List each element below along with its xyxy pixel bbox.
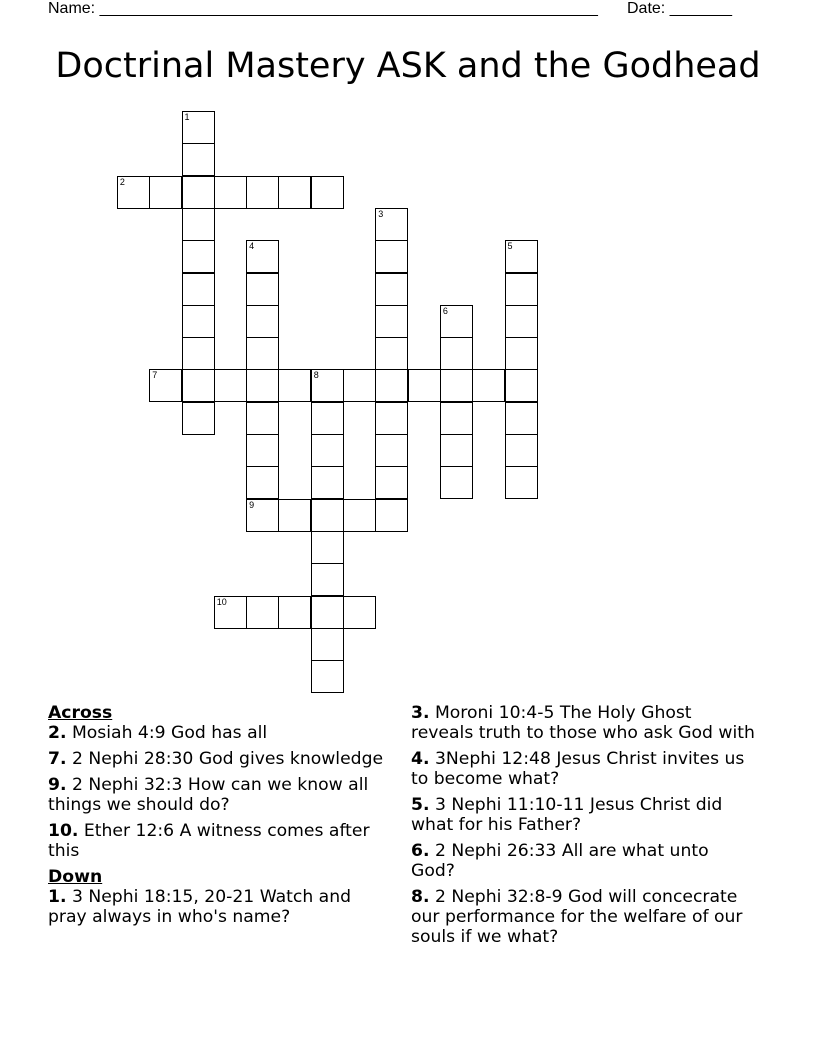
crossword-cell[interactable] xyxy=(246,240,279,273)
crossword-cell[interactable] xyxy=(375,240,408,273)
crossword-cell[interactable] xyxy=(182,143,215,176)
across-heading: Across xyxy=(48,703,113,723)
crossword-cell[interactable] xyxy=(311,466,344,499)
clue-item-number: 6. xyxy=(411,841,430,861)
crossword-cell[interactable] xyxy=(182,208,215,241)
clue-item-text: Mosiah 4:9 God has all xyxy=(66,723,268,743)
crossword-cell[interactable] xyxy=(311,628,344,661)
clue-item xyxy=(411,795,756,835)
clue-item xyxy=(48,749,393,769)
crossword-cell[interactable] xyxy=(375,208,408,241)
clue-item xyxy=(48,775,393,815)
crossword-cell[interactable] xyxy=(278,596,311,629)
crossword-cell[interactable] xyxy=(311,402,344,435)
crossword-cell[interactable] xyxy=(246,402,279,435)
crossword-cell[interactable] xyxy=(375,434,408,467)
crossword-cell[interactable] xyxy=(182,337,215,370)
crossword-cell[interactable] xyxy=(505,337,538,370)
clue-item-number: 10. xyxy=(48,821,79,841)
down-clue-list-continued xyxy=(411,703,756,947)
crossword-cell[interactable] xyxy=(117,176,150,209)
crossword-cell[interactable] xyxy=(440,305,473,338)
down-heading: Down xyxy=(48,867,103,887)
clue-item-text: Ether 12:6 A witness comes after this xyxy=(48,821,370,861)
down-clue-list xyxy=(48,887,393,927)
crossword-cell[interactable] xyxy=(343,596,376,629)
crossword-cell[interactable] xyxy=(375,499,408,532)
crossword-cell[interactable] xyxy=(182,176,215,209)
clue-item xyxy=(411,703,756,743)
clue-item xyxy=(411,887,756,947)
crossword-cell[interactable] xyxy=(505,369,538,402)
crossword-cell[interactable] xyxy=(149,176,182,209)
clue-item-number: 7. xyxy=(48,749,67,769)
crossword-cell[interactable] xyxy=(375,273,408,306)
clue-item xyxy=(411,749,756,789)
clue-item-number: 8. xyxy=(411,887,430,907)
clues-right-column xyxy=(411,703,756,953)
clue-item-number: 1. xyxy=(48,887,67,907)
clue-item-number: 5. xyxy=(411,795,430,815)
crossword-cell[interactable] xyxy=(182,273,215,306)
crossword-cell[interactable] xyxy=(343,369,376,402)
crossword-cell[interactable] xyxy=(182,402,215,435)
clue-number: 7 xyxy=(152,370,158,381)
crossword-cell[interactable] xyxy=(278,499,311,532)
crossword-cell[interactable] xyxy=(408,369,441,402)
clue-item xyxy=(48,887,393,927)
clue-item-text: 2 Nephi 26:33 All are what unto God? xyxy=(411,841,709,881)
clue-item-text: 3 Nephi 11:10-11 Jesus Christ did what for his Father? xyxy=(411,795,723,835)
page-title: Doctrinal Mastery ASK and the Godhead xyxy=(55,46,761,86)
crossword-cell[interactable] xyxy=(375,369,408,402)
clue-number: 5 xyxy=(507,241,513,252)
clue-item-number: 9. xyxy=(48,775,67,795)
clue-number: 6 xyxy=(442,305,448,316)
clues-left-column xyxy=(48,703,393,933)
clue-number: 2 xyxy=(119,176,125,187)
crossword-cell[interactable] xyxy=(246,499,279,532)
crossword-cell[interactable] xyxy=(311,369,344,402)
crossword-cell[interactable] xyxy=(214,596,247,629)
crossword-cell[interactable] xyxy=(311,499,344,532)
crossword-cell[interactable] xyxy=(505,240,538,273)
crossword-cell[interactable] xyxy=(505,273,538,306)
crossword-cell[interactable] xyxy=(505,402,538,435)
clue-item-number: 3. xyxy=(411,703,430,723)
clue-item-text: 2 Nephi 32:3 How can we know all things we should do? xyxy=(48,775,369,815)
crossword-cell[interactable] xyxy=(311,531,344,564)
clue-item xyxy=(411,841,756,881)
crossword-cell[interactable] xyxy=(214,369,247,402)
crossword-cell[interactable] xyxy=(246,176,279,209)
crossword-cell[interactable] xyxy=(375,305,408,338)
crossword-cell[interactable] xyxy=(246,337,279,370)
name-field: Name: ________________________________________________________ xyxy=(48,0,598,17)
crossword-cell[interactable] xyxy=(246,434,279,467)
date-field: Date: _______ xyxy=(627,0,732,17)
clue-item xyxy=(48,821,393,861)
clue-item-text: 2 Nephi 28:30 God gives knowledge xyxy=(66,749,384,769)
crossword-cell[interactable] xyxy=(246,305,279,338)
clue-number: 1 xyxy=(184,112,190,122)
crossword-cell[interactable] xyxy=(505,466,538,499)
crossword-cell[interactable] xyxy=(505,434,538,467)
crossword-cell[interactable] xyxy=(311,563,344,596)
crossword-cell[interactable] xyxy=(311,660,344,693)
clue-number: 8 xyxy=(313,370,319,381)
clue-number: 10 xyxy=(216,596,227,607)
crossword-cell[interactable] xyxy=(246,273,279,306)
crossword-cell[interactable] xyxy=(278,369,311,402)
crossword-cell[interactable] xyxy=(472,369,505,402)
clue-item-text: Moroni 10:4-5 The Holy Ghost reveals truth to those who ask God with xyxy=(411,703,755,743)
clue-item-number: 4. xyxy=(411,749,430,769)
across-clue-list xyxy=(48,723,393,861)
clue-number: 9 xyxy=(249,499,255,510)
crossword-cell[interactable] xyxy=(311,434,344,467)
clue-number: 4 xyxy=(249,241,255,252)
crossword-cell[interactable] xyxy=(440,434,473,467)
crossword-cell[interactable] xyxy=(311,176,344,209)
crossword-cell[interactable] xyxy=(246,466,279,499)
crossword-cell[interactable] xyxy=(214,176,247,209)
crossword-cell[interactable] xyxy=(505,305,538,338)
crossword-cell[interactable] xyxy=(440,369,473,402)
clue-item-text: 3 Nephi 18:15, 20-21 Watch and pray always in who's name? xyxy=(48,887,352,927)
crossword-cell[interactable] xyxy=(440,466,473,499)
crossword-cell[interactable] xyxy=(278,176,311,209)
crossword-cell[interactable] xyxy=(311,596,344,629)
crossword-cell[interactable] xyxy=(246,596,279,629)
crossword-cell[interactable] xyxy=(182,111,215,144)
crossword-cell[interactable] xyxy=(375,466,408,499)
crossword-cell[interactable] xyxy=(149,369,182,402)
crossword-cell[interactable] xyxy=(182,305,215,338)
crossword-cell[interactable] xyxy=(246,369,279,402)
crossword-cell[interactable] xyxy=(343,499,376,532)
crossword-cell[interactable] xyxy=(375,337,408,370)
clue-item-text: 3Nephi 12:48 Jesus Christ invites us to become what? xyxy=(411,749,745,789)
clue-item-text: 2 Nephi 32:8-9 God will concecrate our performance for the welfare of our souls if we what? xyxy=(411,887,743,947)
crossword-cell[interactable] xyxy=(182,240,215,273)
clue-number: 3 xyxy=(378,208,384,219)
crossword-cell[interactable] xyxy=(182,369,215,402)
crossword-cell[interactable] xyxy=(440,337,473,370)
clue-item xyxy=(48,723,393,743)
clue-item-number: 2. xyxy=(48,723,67,743)
crossword-cell[interactable] xyxy=(440,402,473,435)
crossword-cell[interactable] xyxy=(375,402,408,435)
